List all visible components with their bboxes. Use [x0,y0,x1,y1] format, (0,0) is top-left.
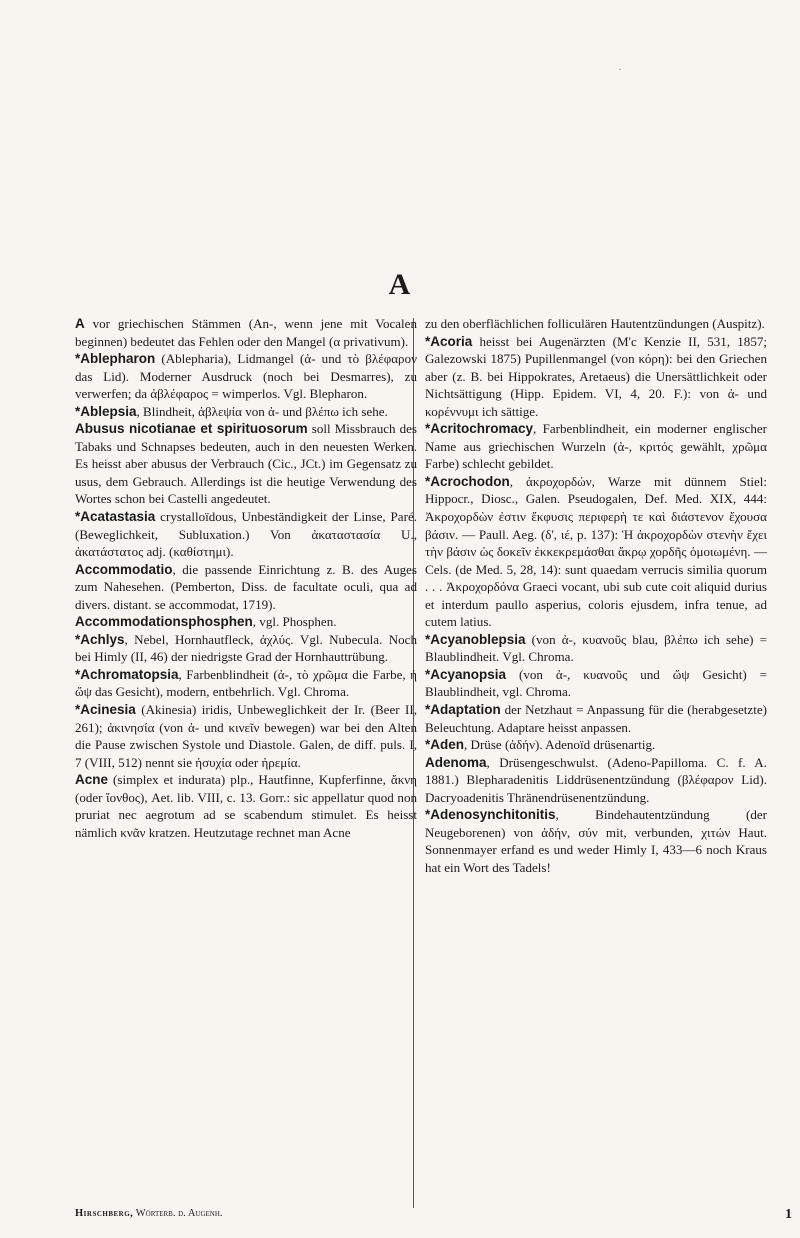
entry-headword: *Achromatopsia [75,666,179,682]
entry-text: , Farbenblindheit, ein moderner englischer Name aus griechischen Wurzeln (ἀ-, κριτός gewählt, χρῶμα Farbe) schlecht gebildet. [425,421,767,472]
dictionary-entry [425,736,767,754]
entry-text: vor griechischen Stämmen (An-, wenn jene mit Vocalen beginnen) bedeutet das Fehlen oder den Mangel (α privativum). [75,316,417,349]
entry-text: , ἀκροχορδών, Warze mit dünnem Stiel: Hippocr., Diosc., Galen. Pseudogalen, Def. Med. XIX, 444: Ἀκροχορδὼν ἐστιν ἔκφυσις περιφερὴ τε καὶ διάστενον ἔχουσα βάσιν. — Paull. Aeg. (δ', ιέ, p. 137): Ἡ ἀκροχορδὼν στενὴν ἔχει τὴν βάσιν ὡς δοκεῖν ἐκκεκρεμάσθαι ἄκρῳ χορδῆς ὁμοιωμένη. — Cels. (de Med. 5, 28, 14): sunt quaedam verrucis similia quorum . . . Ἀκροχορδόνα Graeci vocant, ubi sub cute coit aliquid durius et interdum paullo asperius, coloris ejusdem, infra tenue, ad cutem latius. [425,473,767,630]
section-letter: A [388,268,412,301]
entry-text: (Akinesia) iridis, Unbeweglichkeit der Ir. (Beer II, 261); ἀκινησία (von ἀ- und κινεῖν bewegen) war bei den Alten die Pause zwischen Systole und Diastole. Galen, de diff. puls. I, 7 (VIII, 512) nennt sie ἡσυχία oder ἠρεμία. [75,702,417,770]
entry-headword: *Ablepharon [75,351,156,367]
entry-text: (von ἀ-, κυανοῦς blau, βλέπω ich sehe) = Blaublindheit. Vgl. Chroma. [425,631,767,665]
dictionary-entry [425,631,767,666]
footer-title: Wörterb. d. Augenh. [135,1208,223,1219]
entry-text: heisst bei Augenärzten (M'c Kenzie II, 531, 1857; Galezowski 1875) Pupillenmangel (von κόρη): bei den Griechen aber (z. B. bei Hippokrates, Aretaeus) die Unersättlichkeit oder Nichtsättigung (Hipp. Epidem. VI, 4, 20. F.): von ἀ- und κορέννυμι ich sättige. [425,333,767,419]
entry-text: der Netzhaut = Anpassung für die (herabgesetzte) Beleuchtung. Adaptare heisst anpassen. [425,702,767,735]
entry-text: , Drüse (ἀδήν). Adenoïd drüsenartig. [464,737,656,753]
entry-headword: *Acoria [425,333,473,349]
dictionary-entry [75,771,417,841]
entry-text: (simplex et indurata) plp., Hautfinne, Kupferfinne, ἄκνη (oder ἴονθος), Aet. lib. VIII, c. 13. Gorr.: sic appellatur quod non pruriat nec aegrotum ad se scabendum stimulet. Es heisst nämlich κνᾶν kratzen. Heutzutage rechnet man Acne [75,772,417,840]
dictionary-entry [425,701,767,736]
entry-text: , Blindheit, ἀβλεψία von ἀ- und βλέπω ich sehe. [136,403,388,419]
entry-text: crystalloïdous, Unbeständigkeit der Linse, Paré. (Beweglichkeit, Subluxation.) Von ἀκαταστασία U., ἀκατάστατος adj. (καθίστημι). [75,509,417,560]
entry-text: , vgl. Phosphen. [252,614,337,630]
entry-text: , Drüsengeschwulst. (Adeno-Papilloma. C. f. A. 1881.) Blepharadenitis Liddrüsenentzündung (βλέφαρον Lid). Dacryoadenitis Thränendrüsenentzündung. [425,754,767,805]
entry-headword: Accommodatio [75,561,173,577]
entry-headword: *Aden [425,737,465,753]
entry-headword: *Acatastasia [75,509,156,525]
right-column [425,315,767,877]
entry-headword: A [75,316,85,331]
dictionary-entry [75,420,417,508]
entry-headword: Abusus nicotianae et spirituosorum [75,421,308,437]
entry-headword: *Acinesia [75,702,136,718]
entry-text: , Nebel, Hornhautfleck, ἀχλύς. Vgl. Nubecula. Noch bei Himly (II, 46) der niedrigste Grad der Hornhauttrübung. [75,631,417,665]
dictionary-entry [425,666,767,701]
entry-headword: *Acyanoblepsia [425,631,526,647]
entry-headword: *Ablepsia [75,403,137,419]
dictionary-entry [425,754,767,807]
entry-headword: Accommodationsphosphen [75,614,253,630]
dictionary-entry [75,350,417,403]
entry-headword: *Achlys [75,631,125,647]
entry-headword: Acne [75,772,109,788]
dictionary-entry [75,315,417,350]
entry-headword: *Adaptation [425,702,501,718]
footer [75,1208,417,1219]
dictionary-entry [425,420,767,473]
dictionary-entry [75,403,417,421]
entry-text: (Ablepharia), Lidmangel (ἀ- und τὸ βλέφαρον das Lid). Moderner Ausdruck (noch bei Desmarres), zu verwerfen; da ἀβλέφαρος = wimperlos. Vgl. Blepharon. [75,351,417,402]
page-number: 1 [785,1207,792,1222]
dictionary-entry [75,701,417,771]
entry-text: soll Missbrauch des Tabaks und Schnapses bedeuten, auch in den neuesten Werken. Es heisst aber abusus der Verbrauch (Cic., JCt.) im Gegensatz zu usus, dem Gebrauch. Allerdings ist die heutige Verwendung des Wortes schon bei Castelli angedeutet. [75,421,417,507]
dictionary-entry [425,806,767,876]
page-smudge-mark: · [618,62,622,76]
entry-text: (von ἀ-, κυανοῦς und ὤψ Gesicht) = Blaublindheit, vgl. Chroma. [425,666,767,700]
dictionary-entry [75,508,417,561]
entry-text: , die passende Einrichtung z. B. des Auges zum Nahesehen. (Pemberton, Diss. de facultate oculi, qua ad divers. distant. se accommodat, 1719). [75,561,417,612]
entry-headword: *Acyanopsia [425,666,507,682]
entry-headword: *Acrochodon [425,473,510,489]
entry-text: , Bindehautentzündung (der Neugeborenen) von ἀδήν, σύν mit, verbunden, χιτών Haut. Sonnenmayer erfand es und weder Himly I, 433—6 noch Kraus hat ein Wort des Tadels! [425,807,767,875]
footer-publisher: Hirschberg, [75,1208,134,1219]
dictionary-entry [425,315,767,333]
left-column [75,315,417,841]
dictionary-entry [425,473,767,631]
dictionary-entry [75,561,417,614]
entry-headword: *Acritochromacy [425,421,534,437]
entry-text: , Farbenblindheit (ἀ-, τὸ χρῶμα die Farbe, ἡ ὤψ das Gesicht), modern, entbehrlich. Vgl. Chroma. [75,666,417,700]
dictionary-entry [425,333,767,421]
entry-headword: *Adenosynchitonitis [425,807,556,823]
entry-text: zu den oberflächlichen folliculären Hautentzündungen (Auspitz). [425,316,765,331]
entry-headword: Adenoma [425,754,487,770]
dictionary-entry [75,631,417,666]
dictionary-entry [75,666,417,701]
dictionary-entry [75,613,417,631]
